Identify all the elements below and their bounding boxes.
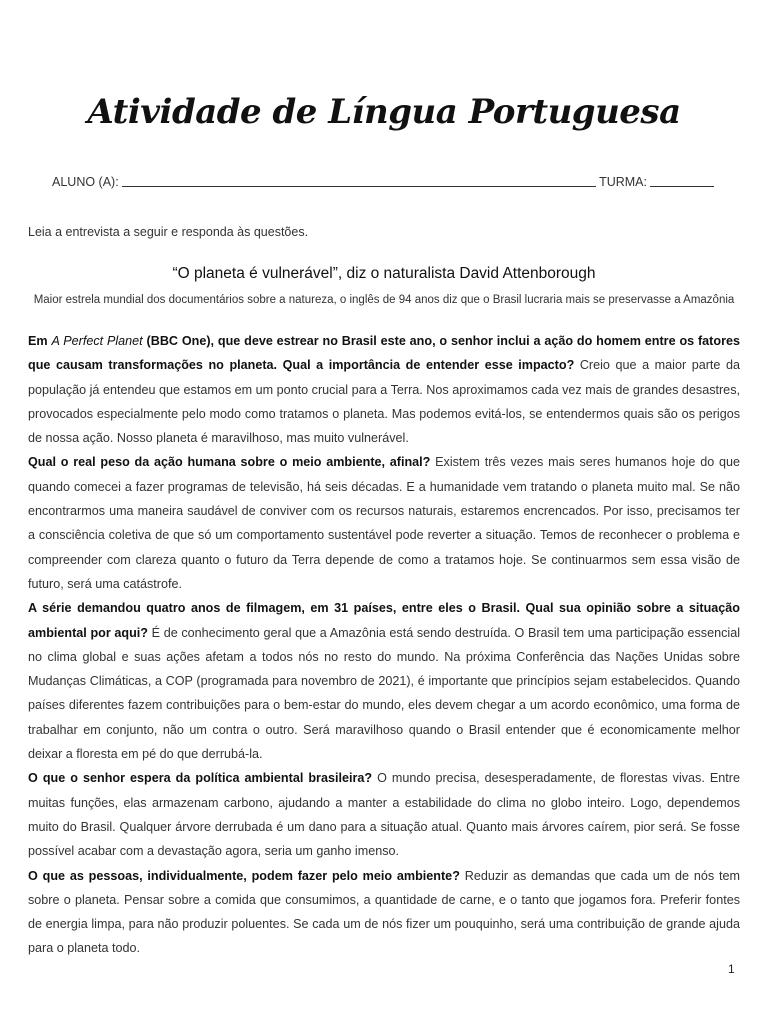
interview-question: Qual o real peso da ação humana sobre o meio ambiente, afinal? bbox=[28, 455, 431, 470]
class-blank[interactable] bbox=[650, 174, 714, 187]
interview-item-3 bbox=[28, 596, 740, 766]
student-info-line bbox=[52, 174, 714, 189]
interview-question: A série demandou quatro anos de filmagem, em 31 países, entre eles o Brasil. Qual sua opinião sobre a situação ambiental por aqui? bbox=[28, 601, 740, 640]
page-title: Atividade de Língua Portuguesa bbox=[87, 92, 681, 132]
interview-body bbox=[28, 329, 740, 961]
question-prefix: Em bbox=[28, 334, 52, 348]
interview-item-5 bbox=[28, 864, 740, 961]
interview-answer: Creio que a maior parte da população já entendeu que estamos em um ponto crucial para a Terra. Nos aproximamos cada vez mais de grandes desastres, provocados especialmente pelo modo como tratamos o planeta. Mas podemos evitá-los, se entendermos quais são os perigos de nossa ação. Nosso planeta é maravilhoso, mas muito vulnerável. bbox=[28, 358, 740, 446]
article-headline: “O planeta é vulnerável”, diz o naturalista David Attenborough bbox=[172, 265, 596, 282]
interview-answer: Reduzir as demandas que cada um de nós tem sobre o planeta. Pensar sobre a comida que consumimos, a quantidade de carne, e o tanto que jogamos fora. Preferir fontes de energia limpa, para não produzir poluentes. Se cada um de nós fizer um pouquinho, será uma contribuição de grande ajuda para o planeta todo. bbox=[28, 868, 740, 956]
interview-item-1 bbox=[28, 329, 740, 450]
instruction-text: Leia a entrevista a seguir e responda às questões. bbox=[28, 225, 309, 239]
interview-answer: Existem três vezes mais seres humanos hoje do que quando comecei a fazer programas de televisão, há seis décadas. E a humanidade vem tratando o planeta muito mal. Se não encontrarmos uma maneira saudável de conviver com os recursos naturais, estaremos encrencados. Por isso, precisamos ter a consciência coletiva de que só um comportamento sustentável pode reverter a situação. Temos de reconhecer o problema e compreender com clareza quanto o futuro da Terra depende de como a tratamos hoje. Se continuarmos sem essa visão de futuro, será uma catástrofe. bbox=[28, 455, 740, 591]
student-name-blank[interactable] bbox=[122, 174, 596, 187]
article-subhead: Maior estrela mundial dos documentários sobre a natureza, o inglês de 94 anos diz que o Brasil lucraria mais se preservasse a Amazônia bbox=[33, 294, 735, 306]
question-suffix: (BBC One), que deve estrear no Brasil este ano, o senhor inclui a ação do homem entre os fatores que causam transformações no planeta. Qual a importância de entender esse impacto? bbox=[28, 334, 740, 373]
interview-question: O que as pessoas, individualmente, podem fazer pelo meio ambiente? bbox=[28, 868, 460, 883]
page-number: 1 bbox=[728, 962, 735, 976]
show-title: A Perfect Planet bbox=[51, 334, 143, 348]
interview-item-4 bbox=[28, 766, 740, 863]
interview-question: O que o senhor espera da política ambiental brasileira? bbox=[28, 771, 373, 786]
interview-item-2 bbox=[28, 450, 740, 596]
class-label: TURMA: bbox=[599, 175, 647, 189]
student-name-label: ALUNO (A): bbox=[52, 175, 119, 189]
interview-answer: É de conhecimento geral que a Amazônia está sendo destruída. O Brasil tem uma participação essencial no clima global e suas ações afetam a todos nós no resto do mundo. Na próxima Conferência das Nações Unidas sobre Mudanças Climáticas, a COP (programada para novembro de 2021), é importante que princípios sejam estabelecidos. Quando países diferentes fazem contribuições para o bem-estar do mundo, eles devem chegar a um acordo econômico, uma forma de trabalhar em conjunto, não um contra o outro. Será maravilhoso quando o Brasil entender que é economicamente melhor deixar a floresta em pé do que derrubá-la. bbox=[28, 625, 740, 762]
interview-answer: O mundo precisa, desesperadamente, de florestas vivas. Entre muitas funções, elas armazenam carbono, ajudando a manter a estabilidade do clima no globo inteiro. Logo, dependemos muito do Brasil. Qualquer árvore derrubada é um dano para a situação atual. Quanto mais árvores caírem, pior será. Se fosse possível acabar com a devastação agora, seria um ganho imenso. bbox=[28, 771, 740, 859]
